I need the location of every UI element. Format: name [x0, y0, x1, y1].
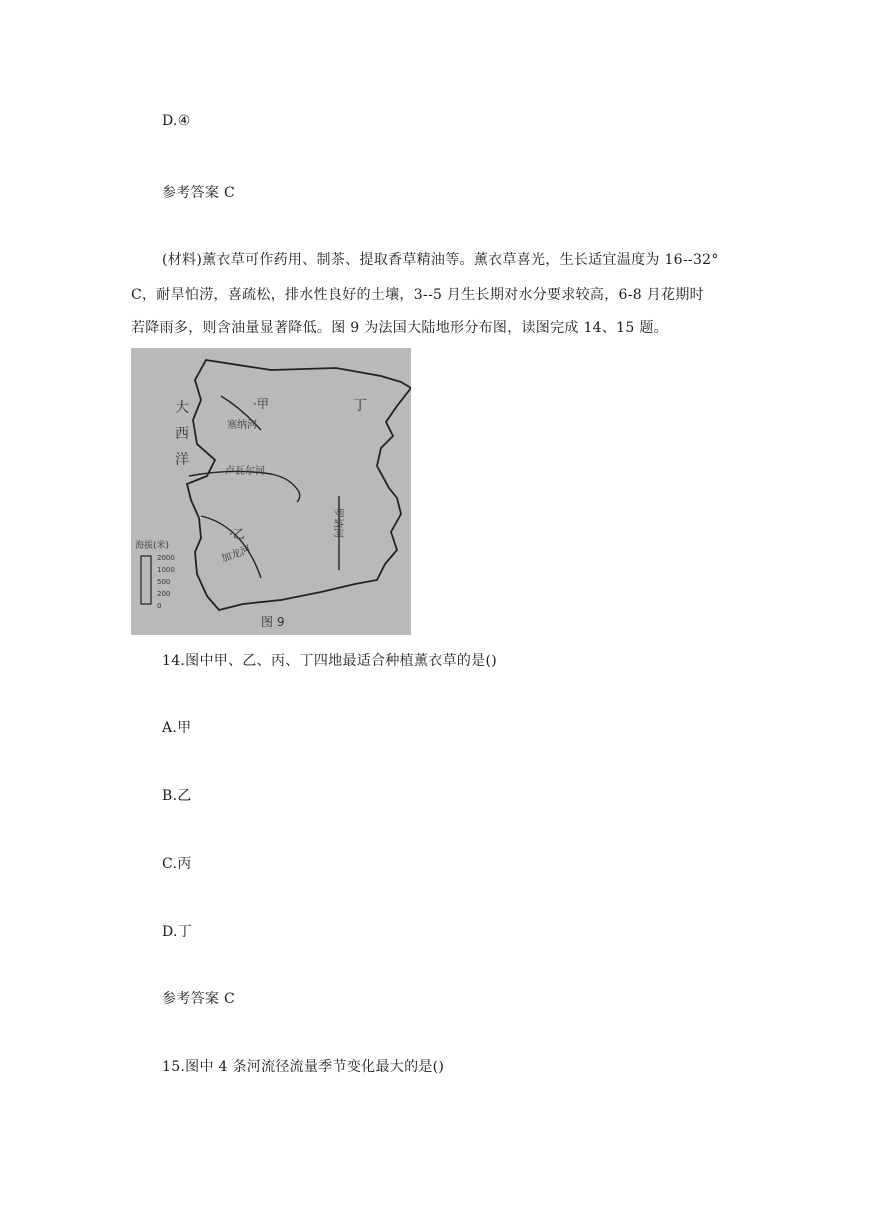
legend-title: 海拔(米) — [135, 541, 170, 551]
map-background — [131, 348, 411, 635]
label-ding: 丁 — [353, 398, 367, 414]
q13-option-d: D.④ — [162, 113, 191, 129]
material-line-2: C，耐旱怕涝，喜疏松，排水性良好的土壤，3--5 月生长期对水分要求较高，6-8 月花期时 — [131, 287, 704, 303]
answer-14: 参考答案 C — [162, 991, 235, 1007]
question-14: 14.图中甲、乙、丙、丁四地最适合种植薰衣草的是() — [162, 653, 497, 669]
label-ocean-2: 西 — [175, 426, 189, 442]
material-line-3: 若降雨多，则含油量显著降低。图 9 为法国大陆地形分布图，读图完成 14、15 题。 — [131, 320, 668, 336]
label-garonne: 加龙河 — [220, 544, 253, 565]
q14-option-d: D.丁 — [162, 924, 193, 940]
label-ocean-3: 洋 — [175, 452, 189, 468]
label-ocean-1: 大 — [175, 400, 189, 416]
legend-value-1000: 1000 — [157, 566, 175, 574]
legend-value-200: 200 — [157, 590, 171, 598]
answer-13: 参考答案 C — [162, 185, 235, 201]
label-yi: ·乙 — [229, 527, 245, 541]
figure-caption: 图 9 — [261, 615, 285, 629]
legend-value-500: 500 — [157, 578, 171, 586]
q14-option-b: B.乙 — [162, 788, 192, 804]
q14-option-a: A.甲 — [162, 720, 192, 736]
label-loire: 卢瓦尔河 — [225, 466, 265, 477]
legend-value-2000: 2000 — [157, 554, 175, 562]
label-jia: ·甲 — [253, 397, 269, 411]
question-15: 15.图中 4 条河流径流量季节变化最大的是() — [162, 1059, 445, 1075]
label-seine: 塞纳河 — [227, 420, 257, 431]
france-terrain-map — [131, 348, 411, 635]
material-line-1: (材料)薰衣草可作药用、制茶、提取香草精油等。薰衣草喜光，生长适宜温度为 16--32° — [162, 252, 719, 268]
q14-option-c: C.丙 — [162, 856, 192, 872]
legend-value-0: 0 — [157, 602, 162, 610]
label-rhone: 罗讷河 — [332, 508, 343, 538]
